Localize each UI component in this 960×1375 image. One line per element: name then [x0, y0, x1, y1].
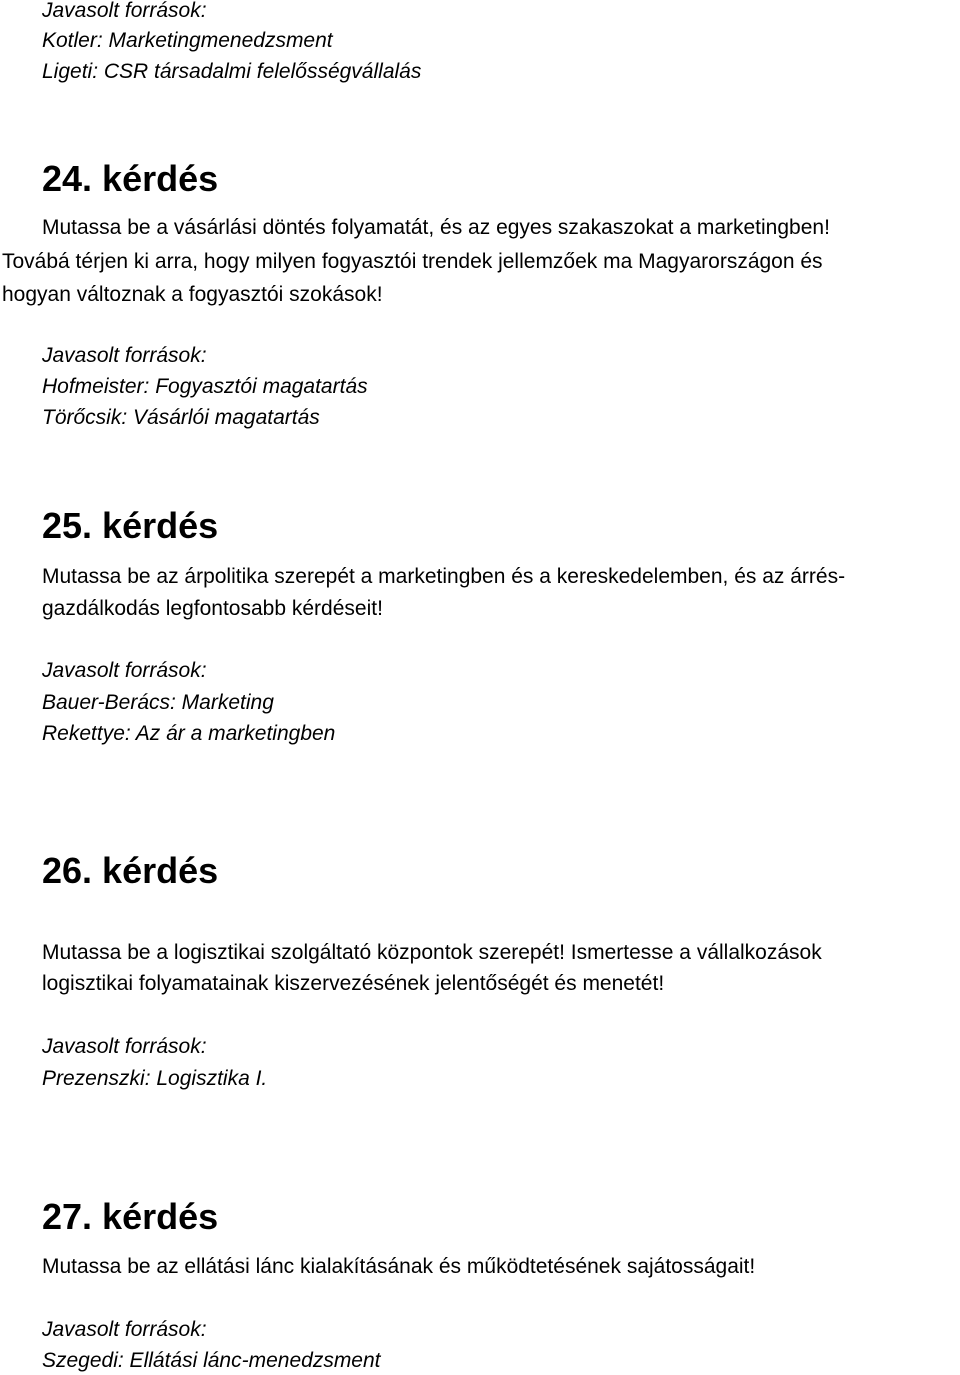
sources-label: Javasolt források:: [42, 659, 207, 682]
question-text: gazdálkodás legfontosabb kérdéseit!: [42, 597, 383, 620]
source-item: Hofmeister: Fogyasztói magatartás: [42, 375, 368, 398]
sources-label: Javasolt források:: [42, 1035, 207, 1058]
question-heading: 26. kérdés: [42, 850, 219, 891]
source-item: Bauer-Berács: Marketing: [42, 691, 274, 714]
question-heading: 24. kérdés: [42, 158, 219, 199]
question-heading: 27. kérdés: [42, 1196, 219, 1237]
source-item: Ligeti: CSR társadalmi felelősségvállalás: [42, 60, 422, 83]
sources-label: Javasolt források:: [42, 1318, 207, 1341]
question-text: Továbá térjen ki arra, hogy milyen fogyasztói trendek jellemzőek ma Magyarországon és: [2, 250, 823, 273]
question-text: Mutassa be a logisztikai szolgáltató központok szerepét! Ismertesse a vállalkozások: [42, 941, 822, 964]
question-text: Mutassa be a vásárlási döntés folyamatát, és az egyes szakaszokat a marketingben!: [42, 216, 830, 239]
question-text: hogyan változnak a fogyasztói szokások!: [2, 283, 383, 306]
question-heading: 25. kérdés: [42, 505, 219, 546]
source-item: Szegedi: Ellátási lánc-menedzsment: [42, 1349, 381, 1372]
question-text: Mutassa be az ellátási lánc kialakításának és működtetésének sajátosságait!: [42, 1255, 756, 1278]
source-item: Prezenszki: Logisztika I.: [42, 1067, 268, 1090]
source-item: Rekettye: Az ár a marketingben: [42, 722, 336, 745]
source-item: Kotler: Marketingmenedzsment: [42, 29, 333, 52]
sources-label: Javasolt források:: [42, 344, 207, 367]
question-text: Mutassa be az árpolitika szerepét a marketingben és a kereskedelemben, és az árrés-: [42, 565, 846, 588]
source-item: Törőcsik: Vásárlói magatartás: [42, 406, 320, 429]
sources-label: Javasolt források:: [42, 0, 207, 22]
question-text: logisztikai folyamatainak kiszervezésének jelentőségét és menetét!: [42, 972, 665, 995]
